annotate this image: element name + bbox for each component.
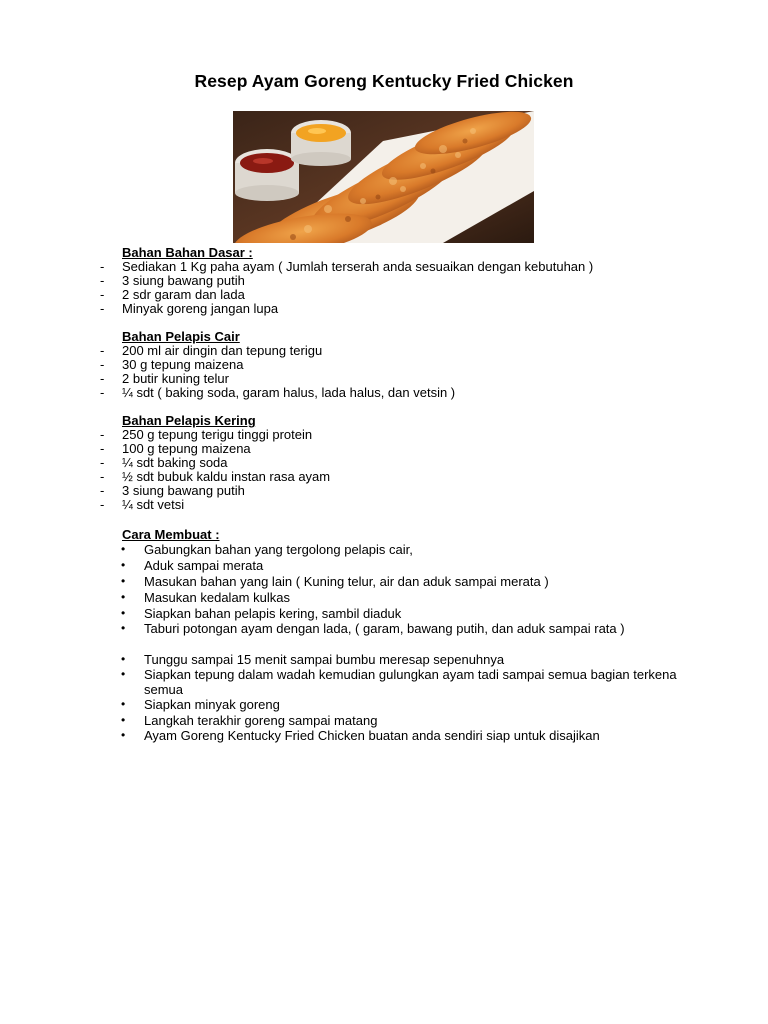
bullet-icon: •: [121, 728, 126, 742]
list-dash: -: [100, 455, 105, 470]
ingredient-text: 2 butir kuning telur: [122, 371, 229, 386]
ingredient-text: ¼ sdt ( baking soda, garam halus, lada halus, dan vetsin ): [122, 385, 456, 400]
step-text: Ayam Goreng Kentucky Fried Chicken buatan anda sendiri siap untuk disajikan: [144, 728, 600, 743]
list-dash: -: [100, 357, 105, 372]
step-text: Masukan bahan yang lain ( Kuning telur, air dan aduk sampai merata ): [144, 574, 549, 589]
list-dash: -: [100, 497, 105, 512]
bullet-icon: •: [121, 621, 126, 635]
ingredient-text: Sediakan 1 Kg paha ayam ( Jumlah terserah anda sesuaikan dengan kebutuhan ): [122, 259, 594, 274]
ingredient-text: ¼ sdt baking soda: [122, 455, 228, 470]
list-dash: -: [100, 469, 105, 484]
list-dash: -: [100, 371, 105, 386]
list-dash: -: [100, 287, 105, 302]
step-text: Siapkan tepung dalam wadah kemudian gulungkan ayam tadi sampai semua bagian terkena semua: [144, 667, 677, 697]
list-dash: -: [100, 483, 105, 498]
list-dash: -: [100, 343, 105, 358]
list-dash: -: [100, 301, 105, 316]
ingredient-text: 200 ml air dingin dan tepung terigu: [122, 343, 323, 358]
ingredient-text: ½ sdt bubuk kaldu instan rasa ayam: [122, 469, 331, 484]
step-text: Taburi potongan ayam dengan lada, ( garam, bawang putih, dan aduk sampai rata ): [144, 621, 625, 636]
section-heading: Cara Membuat :: [122, 527, 220, 542]
ingredient-text: Minyak goreng jangan lupa: [122, 301, 279, 316]
section-heading: Bahan Bahan Dasar :: [122, 245, 253, 260]
step-text: Siapkan minyak goreng: [144, 697, 280, 712]
section-heading: Bahan Pelapis Kering: [122, 413, 256, 428]
list-dash: -: [100, 441, 105, 456]
list-dash: -: [100, 427, 105, 442]
bullet-icon: •: [121, 558, 126, 572]
bullet-icon: •: [121, 713, 126, 727]
bullet-icon: •: [121, 542, 126, 556]
step-text: Tunggu sampai 15 menit sampai bumbu meresap sepenuhnya: [144, 652, 505, 667]
ingredient-text: 30 g tepung maizena: [122, 357, 244, 372]
ingredient-text: 3 siung bawang putih: [122, 483, 245, 498]
bullet-icon: •: [121, 652, 126, 666]
bullet-icon: •: [121, 667, 126, 681]
step-text: Masukan kedalam kulkas: [144, 590, 290, 605]
list-dash: -: [100, 273, 105, 288]
step-text: Gabungkan bahan yang tergolong pelapis cair,: [144, 542, 413, 557]
bullet-icon: •: [121, 606, 126, 620]
step-text: Siapkan bahan pelapis kering, sambil diaduk: [144, 606, 402, 621]
bullet-icon: •: [121, 574, 126, 588]
list-dash: -: [100, 259, 105, 274]
bullet-icon: •: [121, 590, 126, 604]
section-heading: Bahan Pelapis Cair: [122, 329, 240, 344]
fried-chicken-photo: [233, 111, 534, 243]
list-dash: -: [100, 385, 105, 400]
bullet-icon: •: [121, 697, 126, 711]
ingredient-text: 250 g tepung terigu tinggi protein: [122, 427, 313, 442]
step-text: Langkah terakhir goreng sampai matang: [144, 713, 378, 728]
step-text: Aduk sampai merata: [144, 558, 264, 573]
ingredient-text: 100 g tepung maizena: [122, 441, 251, 456]
ingredient-text: ¼ sdt vetsi: [122, 497, 185, 512]
document-title: Resep Ayam Goreng Kentucky Fried Chicken: [194, 71, 574, 91]
ingredient-text: 2 sdr garam dan lada: [122, 287, 245, 302]
ingredient-text: 3 siung bawang putih: [122, 273, 245, 288]
